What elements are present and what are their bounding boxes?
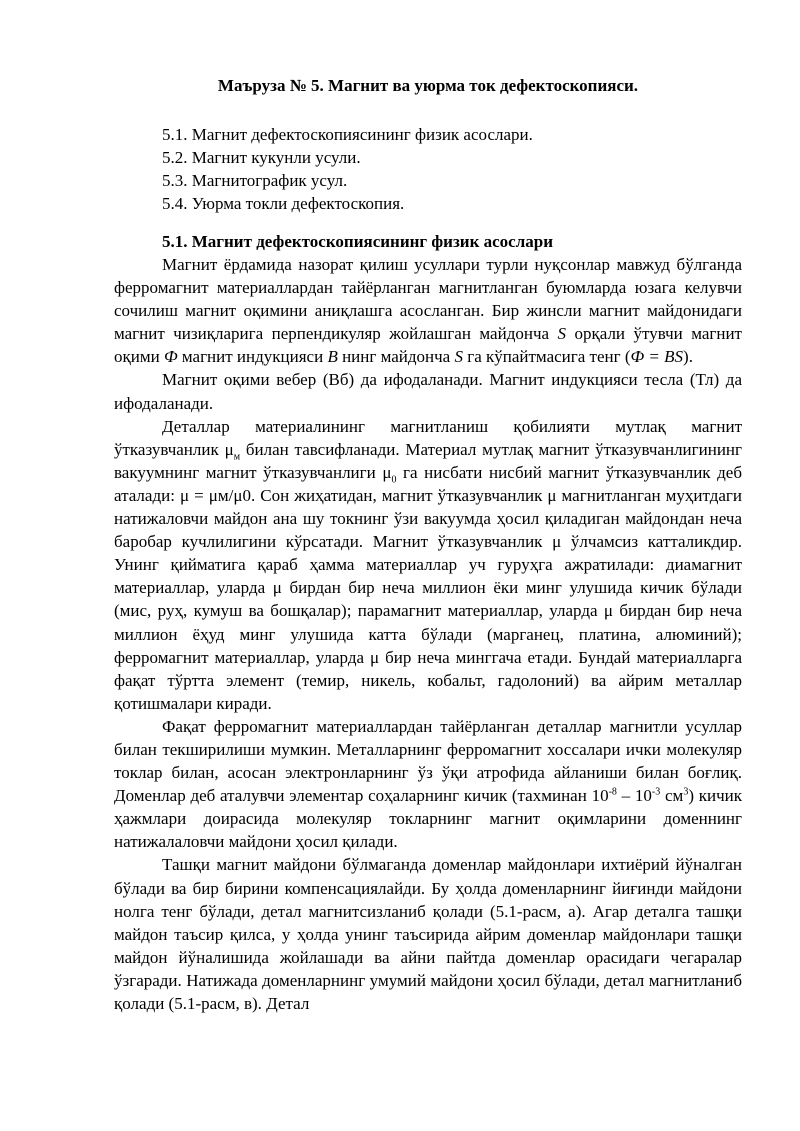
permeability-formula: μ = μм/μ0 <box>179 485 251 505</box>
paragraph-units: Магнит оқими вебер (Вб) да ифодаланади. Магнит индукцияси тесла (Тл) да ифодаланади. <box>114 370 742 413</box>
paragraph-domains: Фақат ферромагнит материаллардан тайёрланган деталлар магнитли усуллар билан текширилиши мумкин. Металларнинг ферромагнит хоссалари ички молекуляр токлар билан, асосан электронларнинг ўз ўқи атрофида айланиши билан боғлиқ. Доменлар деб аталувчи элементар соҳаларнинг кичик (тахминан $10^{-8} - 10^{-3}$ $см^3$) кичик ҳажмлари доирасида молекуляр токларнинг магнит оқимларини доменнинг натижалаловчи майдони ҳосил қилади. <box>114 716 743 852</box>
paragraph-magnetic-flux: Магнит ёрдамида назорат қилиш усуллари турли нуқсонлар мавжуд бўлганда ферромагнит материаллардан тайёрланган магнитланган буюмларда юзага келувчи сочилиш магнит оқимини аниқлашга асосланган. Бир жинсли магнит майдонидаги магнит чизиқларига перпендикуляр жойлашган майдонча S орқали ўтувчи магнит оқими Ф магнит индукцияси B нинг майдонча S га кўпайтмасига тенг (Ф = BS). <box>114 255 742 367</box>
flux-formula: Ф = BS <box>630 347 684 367</box>
table-of-contents <box>114 123 742 215</box>
toc-item: 5.3. Магнитографик усул. <box>162 171 348 190</box>
toc-item: 5.1. Магнит дефектоскопиясининг физик асослари. <box>162 125 533 144</box>
paragraph-external-field: Ташқи магнит майдони бўлмаганда доменлар майдонлари ихтиёрий йўналган бўлади ва бир бирини компенсациялайди. Бу ҳолда доменларнинг йиғинди майдони нолга тенг бўлади, детал магнитсизланиб қолади (5.1-расм, а). Агар деталга ташқи майдон таъсир қилса, у ҳолда унинг таъсирида айрим доменлар майдонлари ташқи майдон йўналишида жойлашади ва айни пайтда доменлар орасидаги чегаралар ўзгаради. Натижада доменларнинг умумий майдони ҳосил бўлади, детал магнитланиб қолади (5.1-расм, в). Детал <box>114 855 742 1013</box>
document-page <box>114 74 742 1015</box>
page-title: Маъруза № 5. Магнит ва уюрма ток дефектоскопияси. <box>217 76 639 95</box>
section-heading: 5.1. Магнит дефектоскопиясининг физик асослари <box>162 232 553 251</box>
toc-item: 5.4. Уюрма токли дефектоскопия. <box>162 194 405 213</box>
toc-item: 5.2. Магнит кукунли усули. <box>162 148 361 167</box>
paragraph-permeability: Деталлар материалининг магнитланиш қобилияти мутлақ магнит ўтказувчанлик $\mu_м$ билан тавсифланади. Материал мутлақ магнит ўтказувчанлигининг вакуумнинг магнит ўтказувчанлиги $\mu_0$ га нисбати нисбий магнит ўтказувчанлик деб аталади: μ = μм/μ0. Сон жиҳатидан, магнит ўтказувчанлик μ магнитланган муҳитдаги натижаловчи майдон ана шу токнинг ўзи вакуумда ҳосил қиладиган майдондан неча баробар кучлилигини кўрсатади. Магнит ўтказувчанлик μ ўлчамсиз катталикдир. Унинг қийматига қараб ҳамма материаллар уч гуруҳга ажратилади: диамагнит материаллар, уларда μ бирдан бир неча миллион ёки минг улушида кичик бўлади (мис, руҳ, кумуш ва бошқалар); парамагнит материаллар, уларда μ бирдан бир неча миллион ёҳуд минг улушида катта бўлади (марганец, платина, алюминий); ферромагнит материаллар, уларда μ бир неча минггача етади. Бундай материалларга фақат тўртта элемент (темир, никель, кобальт, гадолоний) ва айрим металлар қотишмалари киради. <box>114 416 742 713</box>
